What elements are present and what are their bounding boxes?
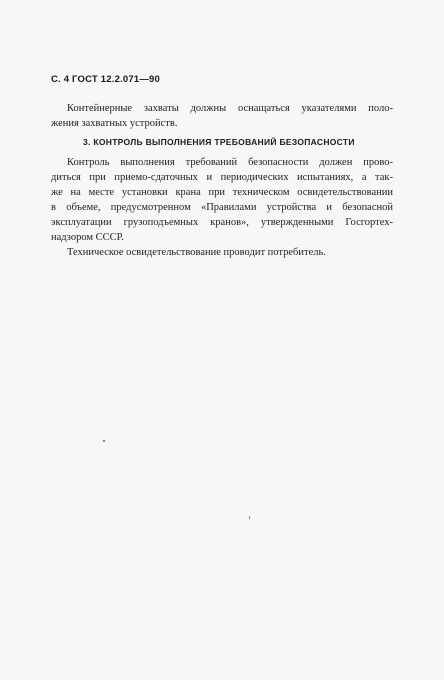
section-paragraph-1	[51, 155, 393, 245]
intro-paragraph	[51, 101, 393, 131]
text-line: жения захватных устройств.	[51, 118, 178, 129]
scan-speck	[103, 440, 105, 442]
text-line: Контроль выполнения требований безопасности должен прово-	[67, 157, 393, 168]
section-heading: 3. КОНТРОЛЬ ВЫПОЛНЕНИЯ ТРЕБОВАНИЙ БЕЗОПАСНОСТИ	[83, 137, 355, 147]
text-line: эксплуатации грузоподъемных кранов», утвержденными Госгортех-	[51, 217, 393, 228]
text-line: диться при приемо-сдаточных и периодических испытаниях, а так-	[51, 172, 393, 183]
section-paragraph-2	[51, 245, 393, 260]
text-line: же на месте установки крана при техническом освидетельствовании	[51, 187, 393, 198]
page-header: С. 4 ГОСТ 12.2.071—90	[51, 74, 161, 85]
text-line: Контейнерные захваты должны оснащаться указателями поло-	[67, 103, 393, 114]
text-line: Техническое освидетельствование проводит потребитель.	[67, 247, 326, 258]
text-line: в объеме, предусмотренном «Правилами устройства и безопасной	[51, 202, 393, 213]
text-line: надзором СССР.	[51, 232, 124, 243]
scan-speck	[249, 516, 250, 519]
